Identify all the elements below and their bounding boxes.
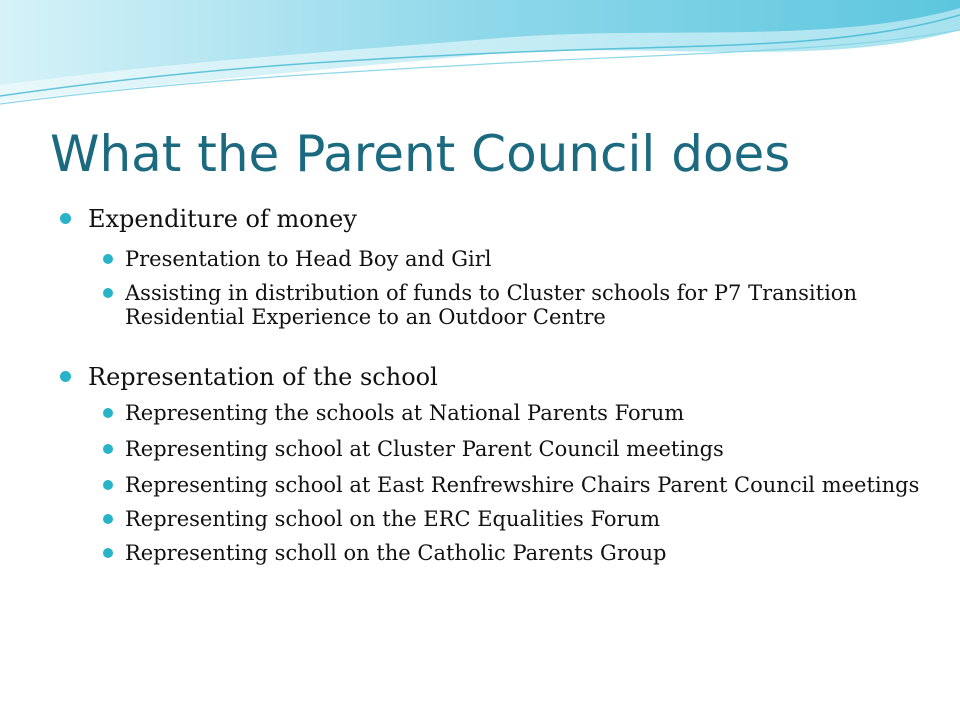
- list-item: [60, 401, 920, 425]
- section-heading: [60, 204, 920, 234]
- list-item: [60, 507, 920, 531]
- bullet-dot: [103, 480, 113, 490]
- bullet-dot: [103, 254, 113, 264]
- list-item-text: Assisting in distribution of funds to Cluster schools for P7 Transition Residential Experience to an Outdoor Centre: [125, 281, 857, 329]
- bullet-dot: [60, 371, 71, 382]
- bullet-dot: [60, 213, 71, 224]
- list-item: [60, 473, 920, 497]
- list-item-text: Representing school on the ERC Equalities Forum: [125, 507, 661, 531]
- list-item-text: Presentation to Head Boy and Girl: [125, 247, 492, 271]
- list-item: [60, 247, 920, 271]
- section-heading: [60, 362, 920, 392]
- bullet-dot: [103, 408, 113, 418]
- list-item: [60, 281, 920, 329]
- slide-title: What the Parent Council does: [50, 125, 791, 183]
- bullet-dot: [103, 514, 113, 524]
- section-heading-text: Expenditure of money: [88, 205, 357, 233]
- bullet-content: [60, 200, 920, 565]
- bullet-dot: [103, 548, 113, 558]
- list-item: [60, 437, 920, 461]
- bullet-dot: [103, 444, 113, 454]
- list-item-text: Representing the schools at National Parents Forum: [125, 401, 685, 425]
- bullet-dot: [103, 288, 113, 298]
- list-item-text: Representing school at Cluster Parent Council meetings: [125, 437, 724, 461]
- list-item-text: Representing scholl on the Catholic Parents Group: [125, 541, 667, 565]
- list-item-text: Representing school at East Renfrewshire Chairs Parent Council meetings: [125, 473, 920, 497]
- section-heading-text: Representation of the school: [88, 363, 438, 391]
- header-wave-decoration: [0, 0, 960, 120]
- list-item: [60, 541, 920, 565]
